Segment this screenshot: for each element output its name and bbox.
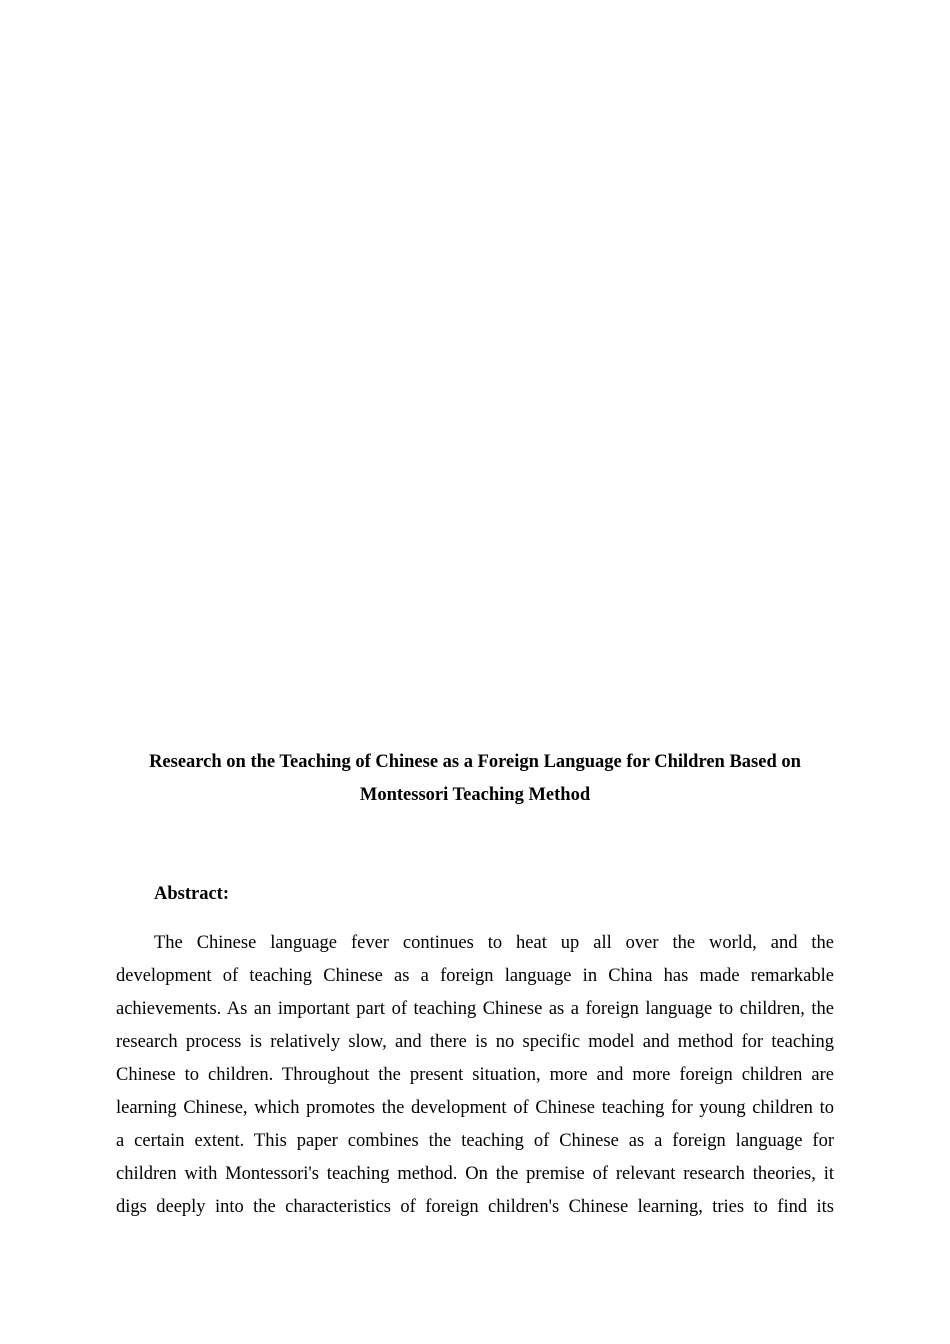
abstract-line-6: learning Chinese, which promotes the development of Chinese teaching for young children to <box>116 1098 834 1118</box>
abstract-line-2: development of teaching Chinese as a foreign language in China has made remarkable <box>116 966 834 986</box>
paper-title-line-2: Montessori Teaching Method <box>359 785 591 805</box>
abstract-heading: Abstract: <box>154 884 230 904</box>
paper-title-line-1: Research on the Teaching of Chinese as a Foreign Language for Children Based on <box>149 752 801 772</box>
abstract-line-1: The Chinese language fever continues to heat up all over the world, and the <box>154 933 834 953</box>
abstract-line-4: research process is relatively slow, and there is no specific model and method for teaching <box>116 1032 834 1052</box>
abstract-line-8: children with Montessori's teaching method. On the premise of relevant research theories, it <box>116 1164 834 1184</box>
abstract-line-3: achievements. As an important part of teaching Chinese as a foreign language to children, the <box>116 999 834 1019</box>
abstract-line-9: digs deeply into the characteristics of foreign children's Chinese learning, tries to find its <box>116 1197 834 1217</box>
abstract-body <box>116 927 834 1224</box>
abstract-line-7: a certain extent. This paper combines the teaching of Chinese as a foreign language for <box>116 1131 834 1151</box>
paper-title <box>116 746 834 812</box>
abstract-line-5: Chinese to children. Throughout the present situation, more and more foreign children are <box>116 1065 834 1085</box>
